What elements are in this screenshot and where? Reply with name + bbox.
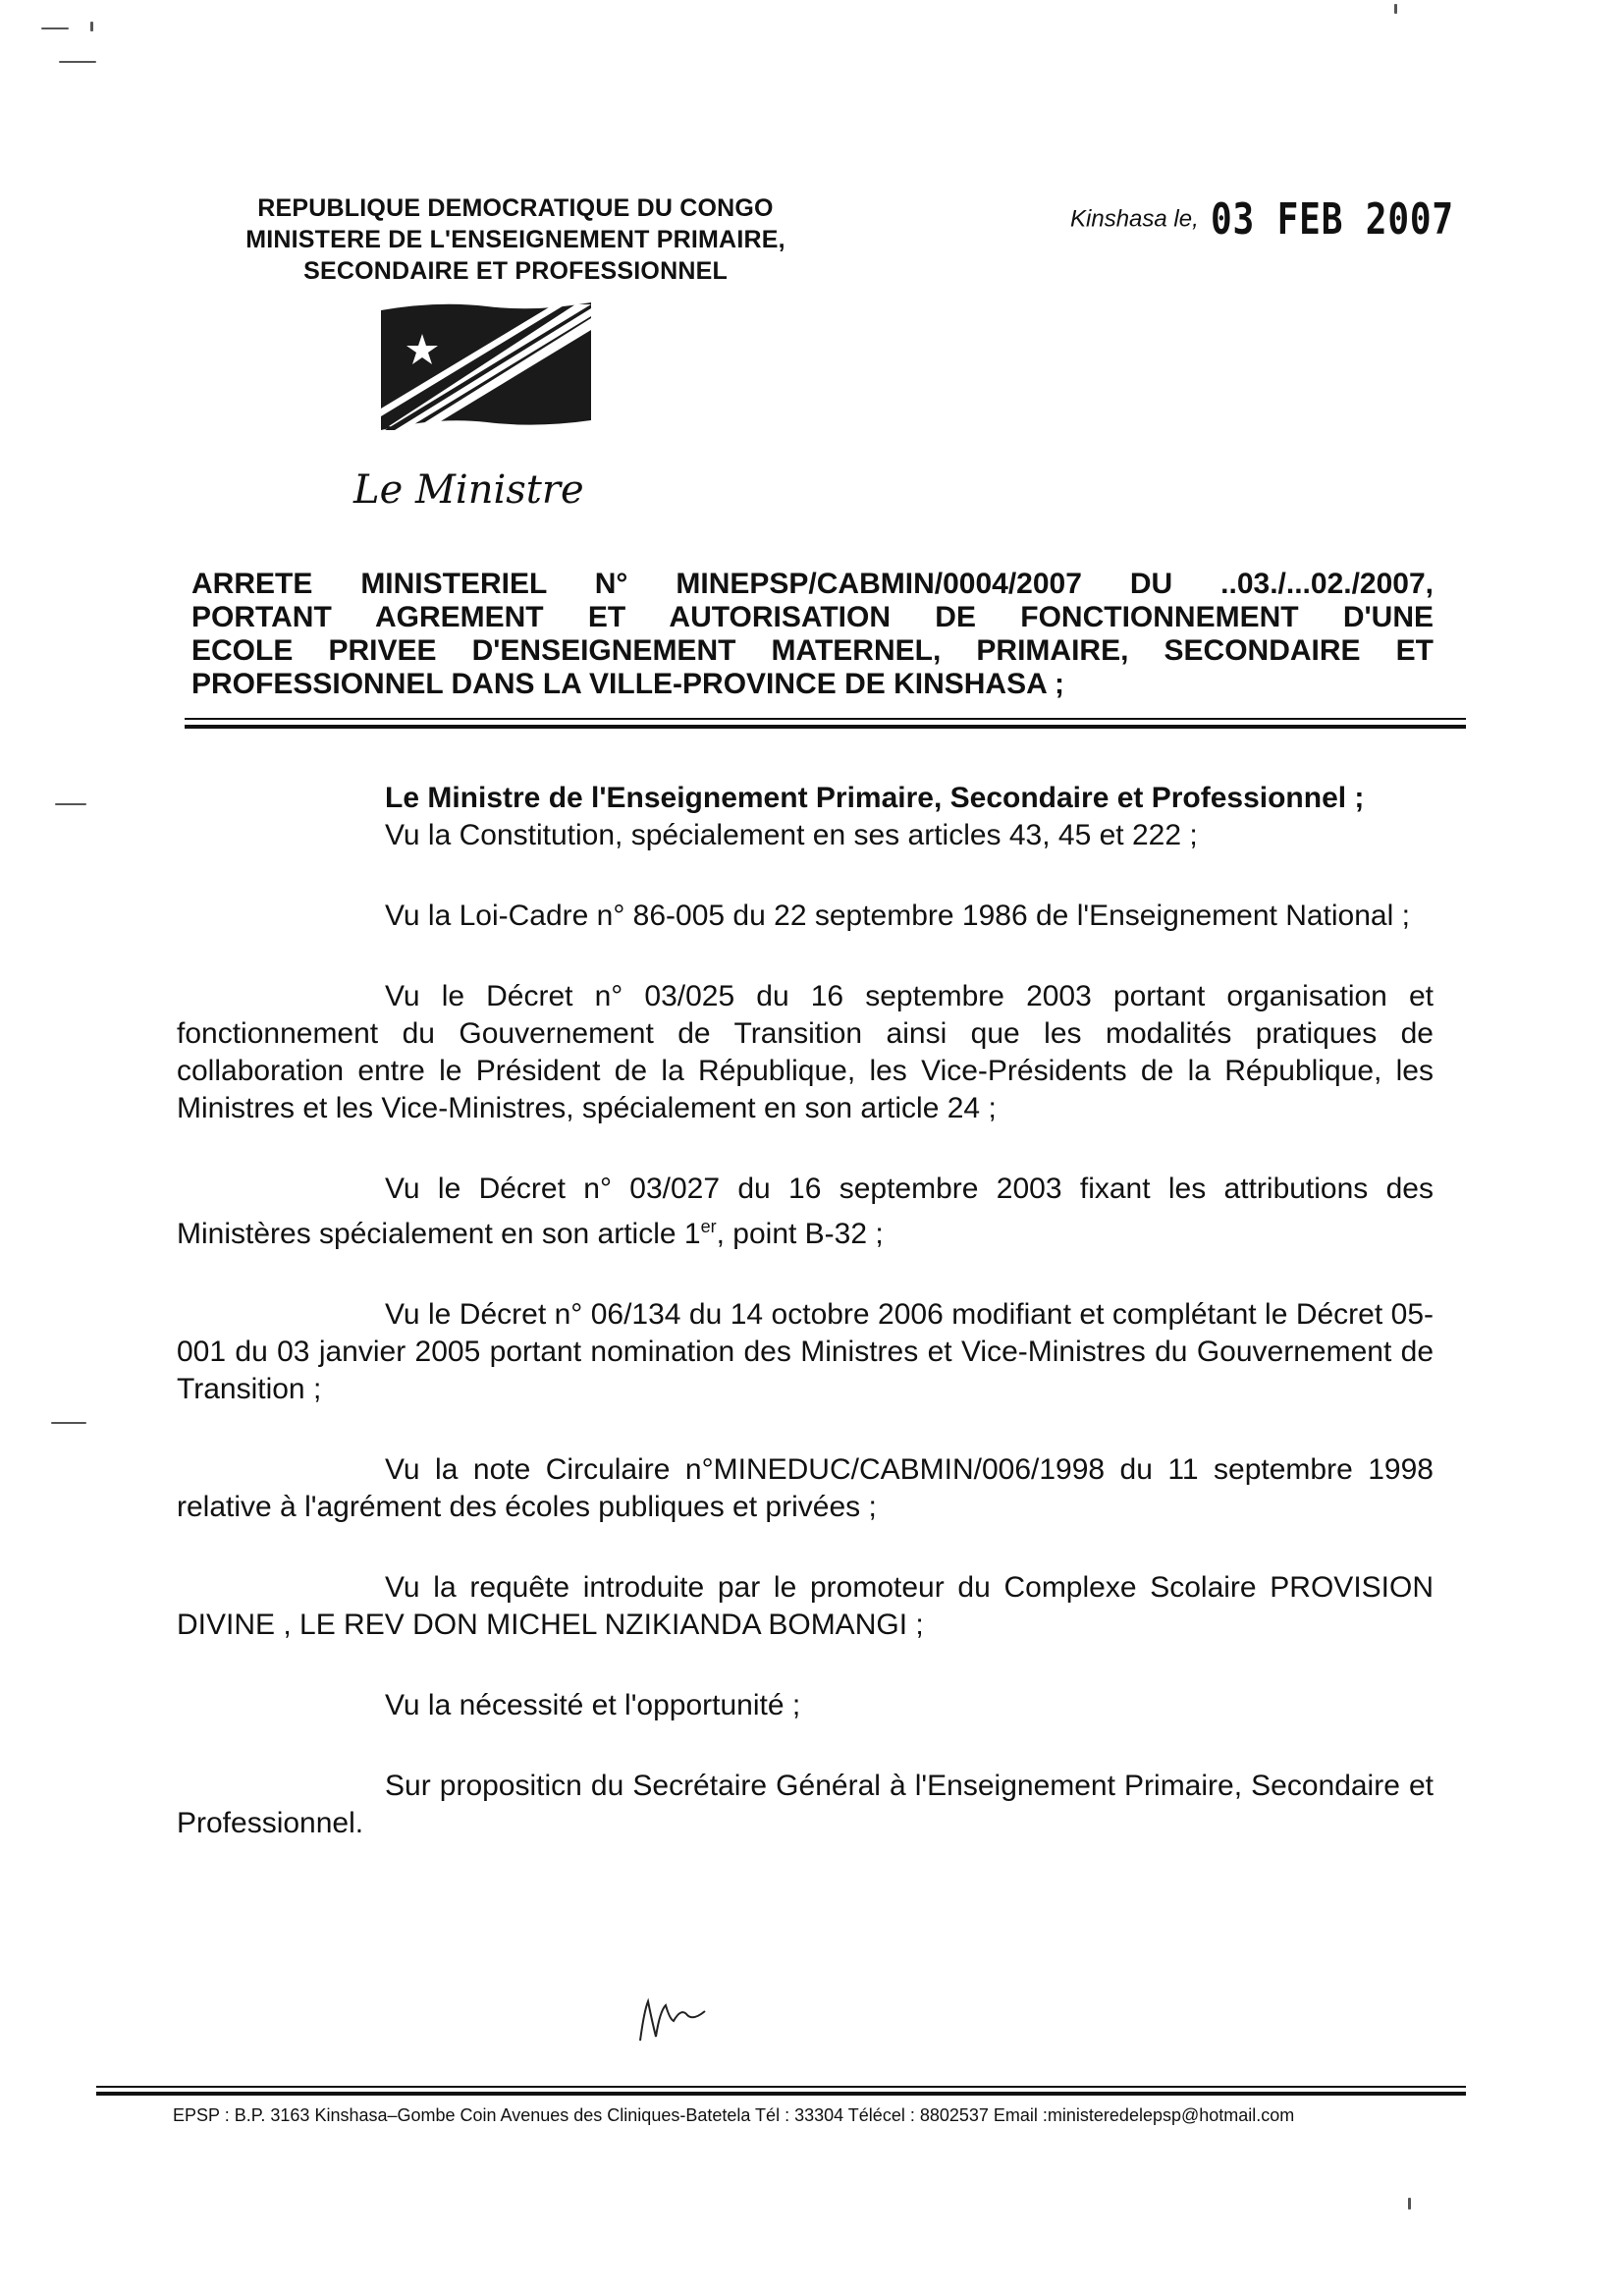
date-label: Kinshasa le, — [1070, 205, 1199, 233]
recital-circulaire: Vu la note Circulaire n°MINEDUC/CABMIN/006/1998 du 11 septembre 1998 relative à l'agrément des écoles publiques et privées ; — [177, 1453, 1434, 1523]
recital-decret-06-134: Vu le Décret n° 06/134 du 14 octobre 2006 modifiant et complétant le Décret 05-001 du 03 janvier 2005 portant nomination des Ministres et Vice-Ministres du Gouvernement de Transition ; — [177, 1298, 1434, 1405]
header-ministry: MINISTERE DE L'ENSEIGNEMENT PRIMAIRE, — [245, 226, 785, 253]
footer-divider — [96, 2086, 1466, 2088]
title-divider — [185, 725, 1466, 729]
header-ministry-cont: SECONDAIRE ET PROFESSIONNEL — [303, 257, 728, 285]
recital-requete: Vu la requête introduite par le promoteur du Complexe Scolaire PROVISION DIVINE , LE REV DON MICHEL NZIKIANDA BOMANGI ; — [177, 1571, 1434, 1641]
scan-mark — [41, 27, 69, 29]
footer-address: EPSP : B.P. 3163 Kinshasa–Gombe Coin Avenues des Cliniques-Batetela Tél : 33304 Télécel : 8802537 Email :ministeredelepsp@hotmail.com — [173, 2105, 1295, 2125]
decree-title-line: ARRETE MINISTERIEL N° MINEPSP/CABMIN/0004/2007 DU ..03./...02./2007, — [191, 568, 1434, 600]
recital-proposition: Sur propositicn du Secrétaire Général à l'Enseignement Primaire, Secondaire et Professionnel. — [177, 1770, 1434, 1839]
flag-icon — [379, 300, 593, 438]
decree-title-line: PROFESSIONNEL DANS LA VILLE-PROVINCE DE KINSHASA ; — [191, 668, 1064, 700]
scan-mark — [1394, 4, 1397, 14]
scan-mark — [55, 803, 86, 805]
recital-constitution: Vu la Constitution, spécialement en ses articles 43, 45 et 222 ; — [385, 819, 1198, 851]
decree-title — [191, 568, 1434, 701]
scan-mark — [1408, 2198, 1411, 2210]
recital-loi-cadre: Vu la Loi-Cadre n° 86-005 du 22 septembre 1986 de l'Enseignement National ; — [385, 900, 1410, 932]
recital-decret-03-025: Vu le Décret n° 03/025 du 16 septembre 2003 portant organisation et fonctionnement du Gouvernement de Transition ainsi que les modalités pratiques de collaboration entre le Président de la République, les Vice-Présidents de la République, les Ministres et les Vice-Ministres, spécialement en son article 24 ; — [177, 980, 1434, 1124]
decree-title-line: PORTANT AGREMENT ET AUTORISATION DE FONCTIONNEMENT D'UNE — [191, 601, 1434, 633]
footer-divider — [96, 2092, 1466, 2096]
decree-title-line: ECOLE PRIVEE D'ENSEIGNEMENT MATERNEL, PRIMAIRE, SECONDAIRE ET — [191, 634, 1434, 667]
signature-icon — [636, 1992, 725, 2050]
header-country: REPUBLIQUE DEMOCRATIQUE DU CONGO — [257, 194, 774, 222]
scan-mark — [90, 22, 93, 31]
recital-necessite: Vu la nécessité et l'opportunité ; — [385, 1689, 801, 1721]
preamble-lead: Le Ministre de l'Enseignement Primaire, Secondaire et Professionnel ; — [385, 782, 1365, 814]
date-line — [1070, 194, 1483, 245]
scan-mark — [51, 1422, 86, 1424]
scan-mark — [59, 61, 96, 63]
decree-body — [177, 780, 1434, 1842]
minister-title: Le Ministre — [353, 467, 584, 513]
recital-decret-03-027: Vu le Décret n° 03/027 du 16 septembre 2003 fixant les attributions des Ministères spécialement en son article 1er, point B-32 ; — [177, 1173, 1434, 1250]
institution-header — [177, 192, 854, 287]
title-divider — [185, 718, 1466, 720]
date-stamp: 03 FEB 2007 — [1211, 194, 1455, 245]
